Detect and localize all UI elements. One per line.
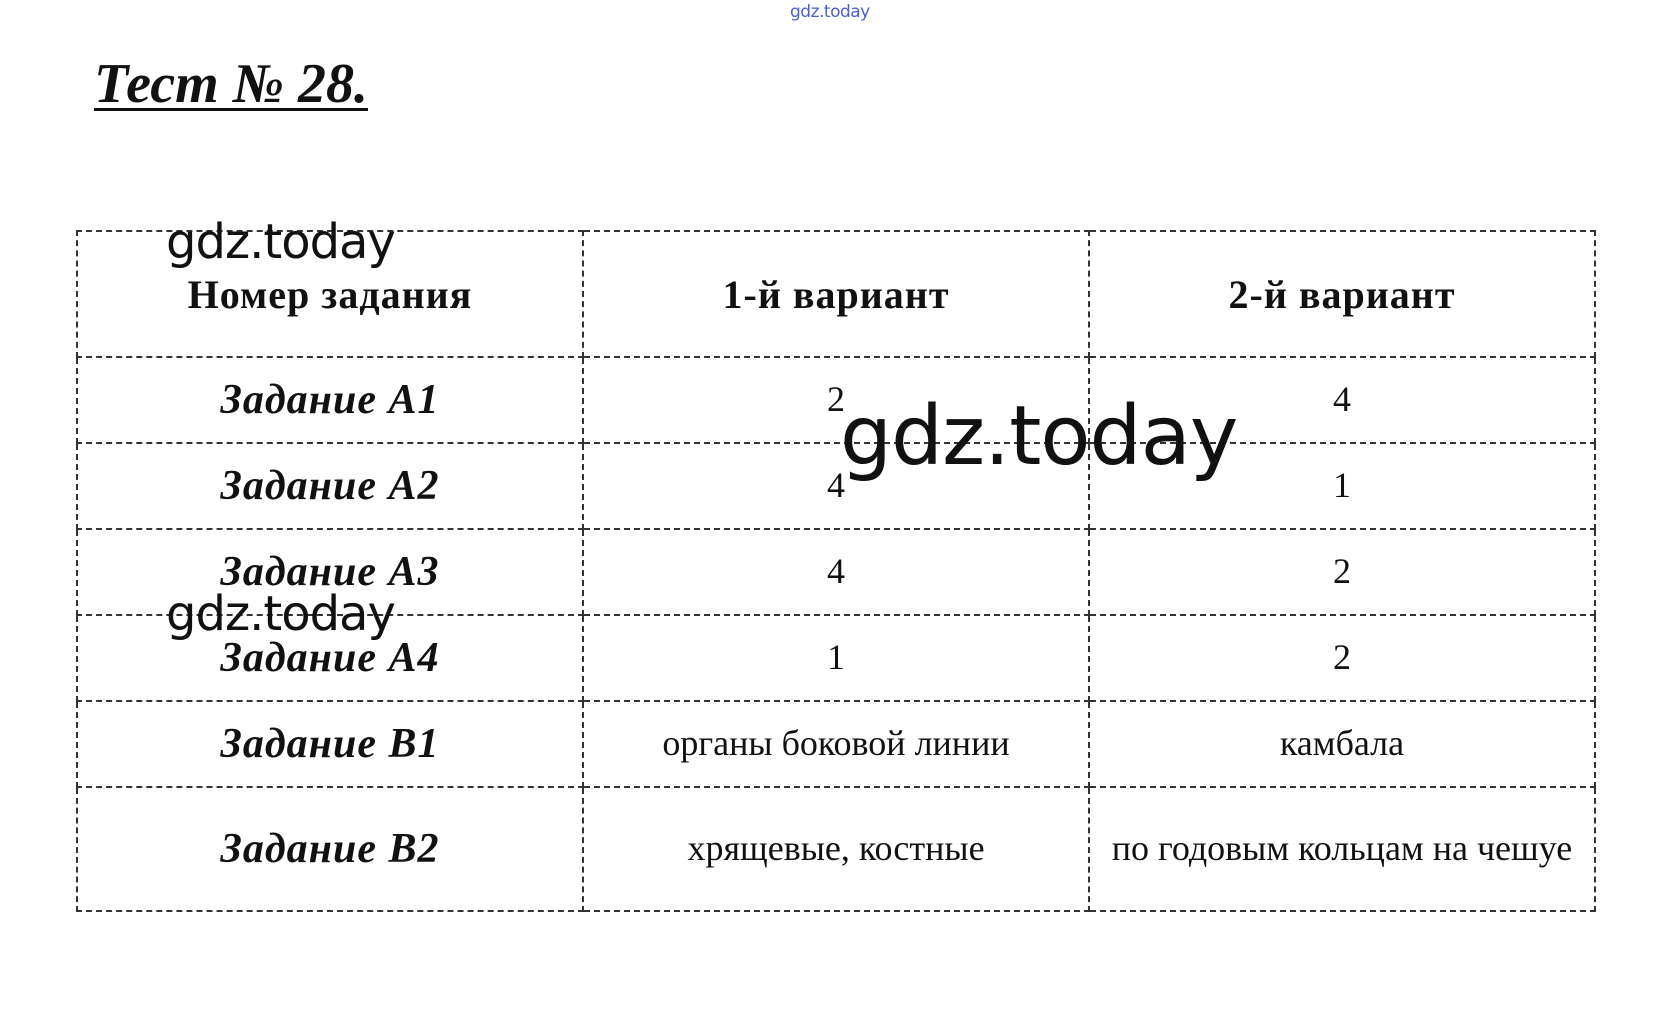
page-title: Тест № 28. bbox=[94, 53, 368, 115]
table-row bbox=[77, 529, 1595, 615]
variant-1-answer: 2 bbox=[583, 357, 1089, 443]
task-label: Задание А2 bbox=[77, 443, 583, 529]
variant-2-answer: камбала bbox=[1089, 701, 1595, 787]
variant-2-answer: 1 bbox=[1089, 443, 1595, 529]
table-row bbox=[77, 357, 1595, 443]
task-label: Задание В1 bbox=[77, 701, 583, 787]
table-row bbox=[77, 701, 1595, 787]
watermark-text: gdz.today bbox=[840, 389, 1238, 484]
table-row bbox=[77, 615, 1595, 701]
variant-1-answer: 1 bbox=[583, 615, 1089, 701]
table-row bbox=[77, 787, 1595, 911]
variant-2-answer: по годовым кольцам на чешуе bbox=[1089, 787, 1595, 911]
header-variant-1: 1-й вариант bbox=[583, 231, 1089, 357]
table-header-row bbox=[77, 231, 1595, 357]
task-label: Задание А1 bbox=[77, 357, 583, 443]
header-task-number: Номер задания bbox=[77, 231, 583, 357]
task-label: Задание В2 bbox=[77, 787, 583, 911]
variant-1-answer: органы боковой линии bbox=[583, 701, 1089, 787]
header-variant-2: 2-й вариант bbox=[1089, 231, 1595, 357]
variant-1-answer: 4 bbox=[583, 443, 1089, 529]
answers-table bbox=[76, 230, 1596, 912]
variant-2-answer: 2 bbox=[1089, 615, 1595, 701]
variant-1-answer: хрящевые, костные bbox=[583, 787, 1089, 911]
task-label: Задание А4 bbox=[77, 615, 583, 701]
variant-1-answer: 4 bbox=[583, 529, 1089, 615]
table-row bbox=[77, 443, 1595, 529]
top-watermark: gdz.today bbox=[790, 2, 870, 22]
watermark-text: gdz.today bbox=[166, 586, 395, 642]
variant-2-answer: 4 bbox=[1089, 357, 1595, 443]
variant-2-answer: 2 bbox=[1089, 529, 1595, 615]
watermark-text: gdz.today bbox=[166, 214, 395, 270]
task-label: Задание А3 bbox=[77, 529, 583, 615]
